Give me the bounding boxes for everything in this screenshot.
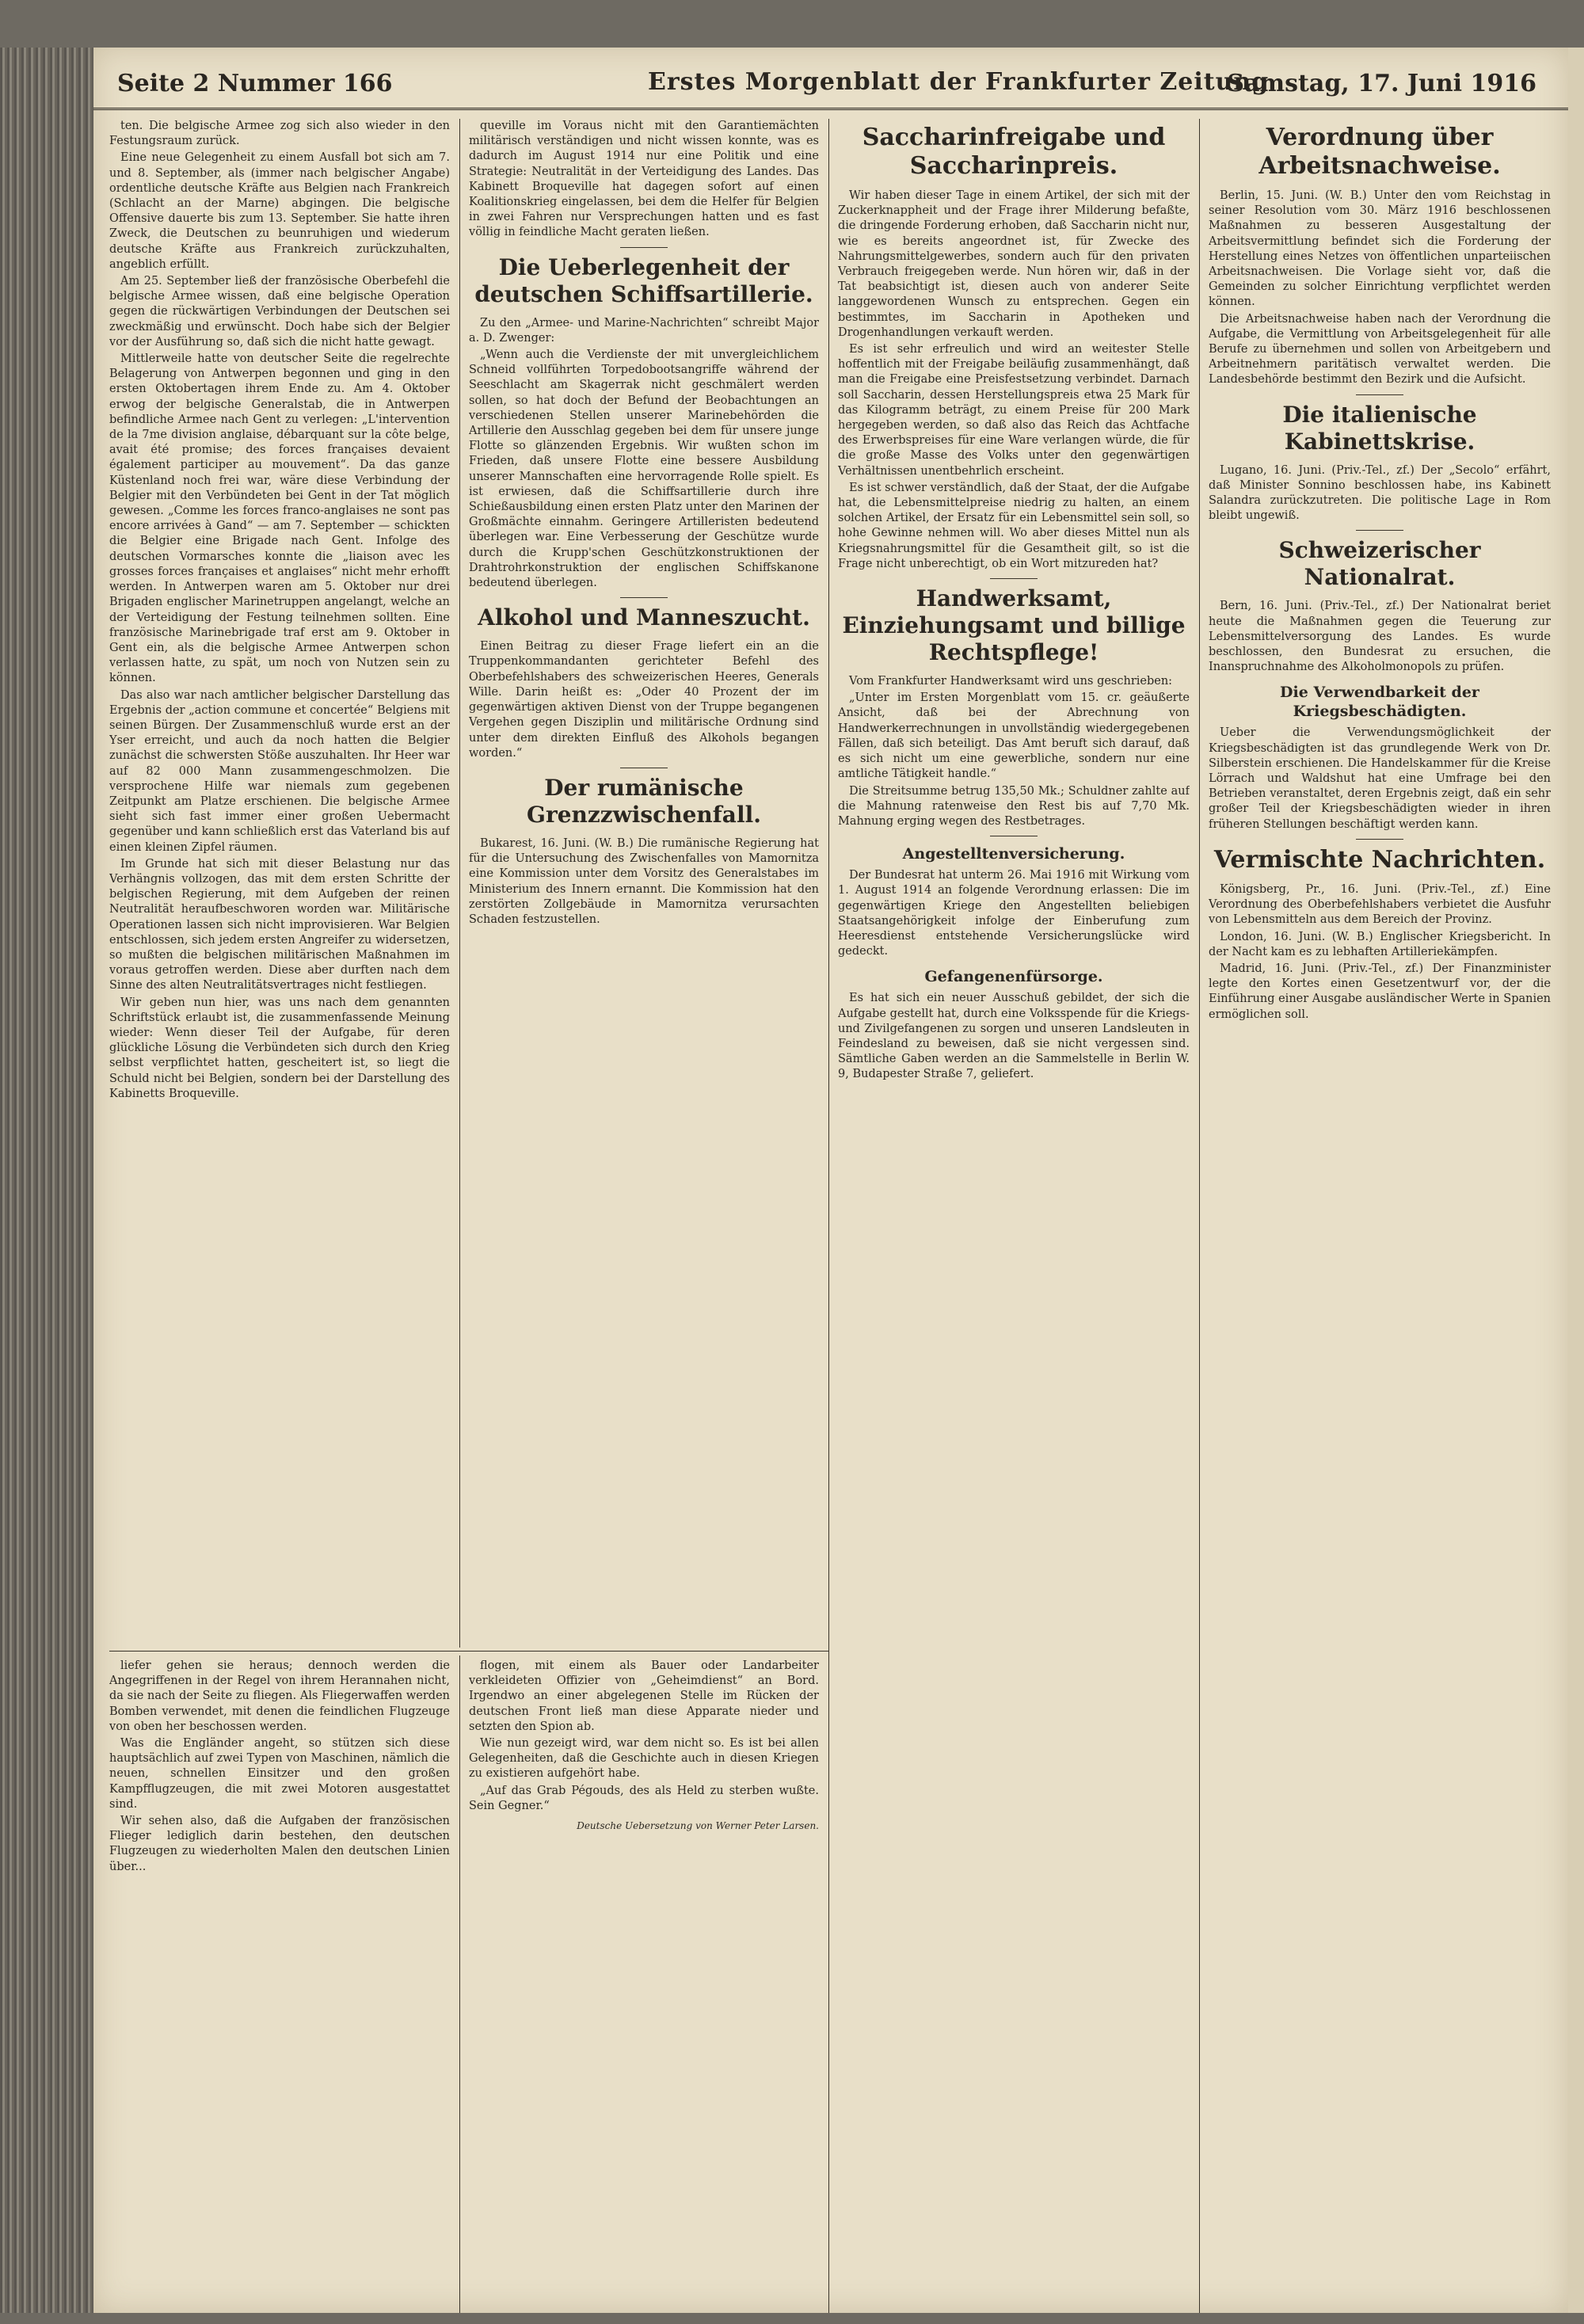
bottom-column-1 <box>109 1659 450 2308</box>
headline-vermischte: Vermischte Nachrichten. <box>1213 845 1546 874</box>
issue-date: Samstag, 17. Juni 1916 <box>1227 70 1536 97</box>
article-paragraph: Bukarest, 16. Juni. (W. B.) Die rumänische Regierung hat für die Untersuchung des Zwischenfalles von Mamornitza eine Kommission unter dem Vorsitz des Generalstabes im Ministerium des Innern ernannt. Die Kommission hat den zerstörten Zollgebäude in Mamornitza verursachten Schaden festzustellen. <box>469 836 819 926</box>
column-3 <box>838 119 1190 2313</box>
column-rule <box>459 1655 460 2313</box>
section-rule <box>109 1651 828 1652</box>
article-paragraph: Am 25. September ließ der französische Oberbefehl die belgische Armee wissen, daß eine belgische Operation gegen die rückwärtigen Verbindungen der Deutschen sei zweckmäßig und erwünscht. Doch habe sich der Belgier vor der Ausführung so, daß sich die nicht hatte gewagt. <box>109 275 450 349</box>
article-paragraph: Es ist schwer verständlich, daß der Staat, der die Aufgabe hat, die Lebensmittelpreise niedrig zu halten, an einem solchen Artikel, der Ersatz für ein Lebensmittel sein soll, so hohe Gewinne nehmen will. Wo aber dieses Mittel nun als Kriegsnahrungsmittel für die Gesamtheit gilt, so ist die Frage nicht unberechtigt, ob ein Wort mitzureden hat? <box>838 481 1190 570</box>
article-paragraph: flogen, mit einem als Bauer oder Landarbeiter verkleideten Offizier von „Geheimdienst“ an Bord. Irgendwo an einer abgelegenen Stelle im Rücken der deutschen Front ließ man diese Apparate nieder und setzten den Spion ab. <box>469 1659 819 1733</box>
subhead-gefangenen: Gefangenenfürsorge. <box>924 968 1103 986</box>
article-paragraph: Wir geben nun hier, was uns nach dem genannten Schriftstück erlaubt ist, die zusammenfassende Meinung wieder: Wenn dieser Teil der Aufgabe, für deren glückliche Lösung die Verbündeten sich durch den Krieg selbst verpflichtet hatten, gescheitert ist, so liegt die Schuld nicht bei Belgien, sondern bei der Darstellung des Kabinetts Broqueville. <box>109 996 450 1100</box>
subhead-kriegsbeschaedigte: Die Verwendbarkeit der Kriegsbeschädigten. <box>1280 684 1479 721</box>
article-paragraph: London, 16. Juni. (W. B.) Englischer Kriegsbericht. In der Nacht kam es zu lebhaften Artilleriekämpfen. <box>1209 930 1551 958</box>
article-paragraph: Ueber die Verwendungsmöglichkeit der Kriegsbeschädigten ist das grundlegende Werk von Dr. Silberstein erschienen. Die Handelskammer für die Kreise Lörrach und Waldshut hat eine Umfrage bei den Betrieben veranstaltet, deren Ergebnis zeigt, daß ein sehr großer Teil der Kriegsbeschädigten wieder in ihren früheren Stellungen beschäftigt werden kann. <box>1209 726 1551 831</box>
separator <box>990 578 1038 579</box>
column-1 <box>109 119 450 1648</box>
book-edge <box>0 48 93 2313</box>
article-paragraph: Es hat sich ein neuer Ausschuß gebildet, der sich die Aufgabe gestellt hat, durch eine Volksspende für die Kriegs- und Zivilgefangenen zu sorgen und unseren Landsleuten in Feindesland zu beweisen, daß sie nicht vergessen sind. Sämtliche Gaben werden an die Sammelstelle in Berlin W. 9, Budapester Straße 7, geliefert. <box>838 992 1190 1081</box>
headline-schiffsartillerie: Die Ueberlegenheit der deutschen Schiffsartillerie. <box>474 253 813 307</box>
article-paragraph: Die Arbeitsnachweise haben nach der Verordnung die Aufgabe, die Vermittlung von Arbeitsgelegenheit für alle Berufe zu übernehmen und sollen von Arbeitgebern und Arbeitnehmern paritätisch verwaltet werden. Die Landesbehörde bestimmt den Bezirk und die Aufsicht. <box>1209 312 1551 387</box>
article-paragraph: Berlin, 15. Juni. (W. B.) Unter den vom Reichstag in seiner Resolution vom 30. März 1916 beschlossenen Maßnahmen zu besseren Ausgestaltung der Arbeitsvermittlung befindet sich die Forderung der Herstellung eines Netzes von öffentlichen unparteiischen Arbeitsnachweisen. Die Vorlage sieht vor, daß die Gemeinden zu solcher Einrichtung verpflichtet werden können. <box>1209 189 1551 309</box>
separator <box>620 597 668 598</box>
article-paragraph: liefer gehen sie heraus; dennoch werden die Angegriffenen in der Regel von ihrem Herannahen nicht, da sie nach der Seite zu fliegen. Als Fliegerwaffen werden Bomben verwendet, mit denen die feindlichen Flugzeuge von oben her beschossen werden. <box>109 1659 450 1733</box>
page-number: Seite 2 Nummer 166 <box>117 70 393 97</box>
masthead: Erstes Morgenblatt der Frankfurter Zeitung <box>648 68 1270 96</box>
article-paragraph: Königsberg, Pr., 16. Juni. (Priv.-Tel., zf.) Eine Verordnung des Oberbefehlshabers verbietet die Ausfuhr von Lebensmitteln aus dem Bereich der Provinz. <box>1209 882 1551 927</box>
article-paragraph: „Wenn auch die Verdienste der mit unvergleichlichem Schneid vollführten Torpedobootsangriffe während der Seeschlacht am Skagerrak nicht geschmälert werden sollen, so hat doch der Befund der Beobachtungen an verschiedenen Stellen unserer Marinebehörden die Artillerie den Ausschlag gegeben bei dem für unsere junge Flotte so glänzenden Ergebnis. Wir wußten schon im Frieden, daß unsere Flotte eine bessere Ausbildung unserer Mannschaften eine hervorragende Rolle spielt. Es ist erwiesen, daß die Schiffsartillerie durch ihre Schießausbildung einen ersten Platz unter den Marinen der Großmächte einnahm. Geringere Artilleristen bedeutend überlegen war. Eine Verbesserung der Geschütze wurde durch die Krupp'schen Geschützkonstruktionen der Drahtrohrkonstruktion der englischen Schiffskanone bedeutend überlegen. <box>469 349 819 590</box>
separator <box>1356 839 1403 840</box>
next-page-edge <box>1568 48 1584 2313</box>
column-rule <box>1199 119 1200 2313</box>
article-paragraph: queville im Voraus nicht mit den Garantiemächten militärisch verständigen und nicht wissen konnte, was es dadurch im August 1914 nur eine Politik und eine Strategie: Neutralität in der Verteidigung des Landes. Das Kabinett Broqueville hat dagegen sofort auf einen Koalitionskrieg eingelassen, bei dem die Helfer für Belgien in zwei Fahren nur Versprechungen hatten und es fast völlig in feindliche Macht geraten ließen. <box>469 120 819 239</box>
article-paragraph: Zu den „Armee- und Marine-Nachrichten“ schreibt Major a. D. Zwenger: <box>469 316 819 345</box>
page-header <box>93 62 1568 110</box>
article-paragraph: Einen Beitrag zu dieser Frage liefert ein an die Truppenkommandanten gerichteter Befehl des Oberbefehlshabers des schweizerischen Heeres, Generals Wille. Darin heißt es: „Oder 40 Prozent der im gegenwärtigen aktiven Dienst von der Truppe begangenen Vergehen gegen Disziplin und militärische Ordnung sind unter dem direkten Einfluß des Alkohols begangen worden.“ <box>469 640 819 760</box>
article-paragraph: Wir haben dieser Tage in einem Artikel, der sich mit der Zuckerknappheit und der Frage ihrer Milderung befaßte, die dringende Forderung erhoben, daß Saccharin nicht nur, wie es bereits angeordnet ist, für Zwecke des Nahrungsmittelgewerbes, sondern auch für den privaten Verbrauch freigegeben werde. Nun hören wir, daß in der Tat beabsichtigt ist, diesen auch von anderer Seite langgewordenen Wunsch zu entsprechen. Gegen ein bestimmtes, im Saccharin in Apotheken und Drogenhandlungen verkauft werden. <box>838 189 1190 339</box>
bottom-column-2 <box>469 1659 819 2308</box>
headline-saccharin: Saccharinfreigabe und Saccharinpreis. <box>862 124 1166 180</box>
headline-nationalrat: Schweizerischer Nationalrat. <box>1278 537 1481 591</box>
separator <box>1356 394 1403 395</box>
subhead-angestellten: Angestelltenversicherung. <box>902 845 1125 863</box>
column-rule <box>828 119 829 2313</box>
article-paragraph: Die Streitsumme betrug 135,50 Mk.; Schuldner zahlte auf die Mahnung ratenweise den Rest bis auf 7,70 Mk. Mahnung erging wegen des Restbetrages. <box>838 784 1190 828</box>
separator <box>620 247 668 248</box>
article-paragraph: Wie nun gezeigt wird, war dem nicht so. Es ist bei allen Gelegenheiten, daß die Geschichte auch in diesen Kriegen zu existieren aufgehört habe. <box>469 1737 819 1781</box>
column-4 <box>1209 119 1551 2313</box>
headline-grenzzwischenfall: Der rumänische Grenzzwischenfall. <box>527 774 761 828</box>
article-paragraph: ten. Die belgische Armee zog sich also wieder in den Festungsraum zurück. <box>109 120 450 148</box>
article-paragraph: „Auf das Grab Pégouds, des als Held zu sterben wußte. Sein Gegner.“ <box>469 1784 819 1812</box>
newspaper-page <box>93 48 1568 2313</box>
headline-arbeitsnachweise: Verordnung über Arbeitsnachweise. <box>1258 124 1501 180</box>
separator <box>1356 530 1403 531</box>
column-rule <box>459 119 460 1648</box>
translator-credit: Deutsche Uebersetzung von Werner Peter Larsen. <box>577 1820 819 1832</box>
article-paragraph: Im Grunde hat sich mit dieser Belastung nur das Verhängnis vollzogen, das mit dem ersten Schritte der belgischen Regierung, mit dem Aufgeben der reinen Neutralität heraufbeschworen worden war. Militärische Operationen lassen sich nicht improvisieren. War Belgien entschlossen, sich jedem ersten Angreifer zu widersetzen, so mußten die belgischen militärischen Maßnahmen im voraus getroffen werden. Diese aber durften nach dem Sinne des alten Neutralitätsvertrages nicht festliegen. <box>109 857 450 992</box>
headline-kabinettskrise: Die italienische Kabinettskrise. <box>1282 401 1477 455</box>
article-paragraph: Der Bundesrat hat unterm 26. Mai 1916 mit Wirkung vom 1. August 1914 an folgende Verordnung erlassen: Die im gegenwärtigen Kriege den Angestellten beliebigen Staatsangehörigkeit infolge der Einberufung zum Heeresdienst entstehende Versicherungslücke wird gedeckt. <box>838 869 1190 958</box>
article-paragraph: Eine neue Gelegenheit zu einem Ausfall bot sich am 7. und 8. September, als (immer nach belgischer Angabe) ordentliche deutsche Kräfte aus Belgien nach Frankreich (Schlacht an der Marne) abgingen. Die belgische Offensive dauerte bis zum 13. September. Sie hatte ihren Zweck, die Deutschen zu beunruhigen und wiederum deutsche Kräfte aus Frankreich zurückzuhalten, angeblich erfüllt. <box>109 151 450 271</box>
article-paragraph: Bern, 16. Juni. (Priv.-Tel., zf.) Der Nationalrat beriet heute die Maßnahmen gegen die Teuerung zur Lebensmittelversorgung des Landes. Es wurde beschlossen, den Bundesrat zu ersuchen, die Inanspruchnahme des Alkoholmonopols zu prüfen. <box>1209 600 1551 674</box>
article-paragraph: Mittlerweile hatte von deutscher Seite die regelrechte Belagerung von Antwerpen begonnen und ging in den ersten Oktobertagen ihrem Ende zu. Am 4. Oktober erwog der belgische Generalstab, die in Antwerpen befindliche Armee nach Gent zu verlegen: „L'intervention de la 7me division anglaise, débarquant sur la côte belge, avait été promise; des forces françaises devaient également participer au mouvement“. Da das ganze Küstenland noch frei war, wäre diese Verbindung der Belgier mit den Verbündeten bei Gent in der Tat möglich gewesen. „Comme les forces franco-anglaises ne sont pas encore arrivées à Gand“ — am 7. September — schickten die Belgier eine Brigade nach Gent. Infolge des deutschen Vormarsches konnte die „liaison avec les grosses forces françaises et anglaises“ nicht mehr erhofft werden. In Antwerpen waren am 5. Oktober nur drei Brigaden englischer Marinetruppen angelangt, welche an der Verteidigung der Festung teilnehmen sollten. Eine französische Marinebrigade traf erst am 9. Oktober in Gent ein, als die belgische Armee Antwerpen schon verlassen hatte, zu spät, um noch von Nutzen sein zu können. <box>109 352 450 685</box>
column-2 <box>469 119 819 1648</box>
article-paragraph: Was die Engländer angeht, so stützen sich diese hauptsächlich auf zwei Typen von Maschinen, nämlich die neuen, schnellen Einsitzer und den großen Kampfflugzeugen, die mit zwei Motoren ausgestattet sind. <box>109 1737 450 1811</box>
headline-alkohol: Alkohol und Manneszucht. <box>478 604 810 631</box>
article-paragraph: „Unter im Ersten Morgenblatt vom 15. cr. geäußerte Ansicht, daß bei der Abrechnung von Handwerkerrechnungen in unvollständig wiedergegebenen Fällen, daß sich beteiligt. Das Amt beruft sich darauf, daß es sich nicht um eine gewerbliche, sondern nur eine amtliche Tätigkeit handle.“ <box>838 691 1190 781</box>
article-paragraph: Vom Frankfurter Handwerksamt wird uns geschrieben: <box>849 675 1173 688</box>
article-paragraph: Wir sehen also, daß die Aufgaben der französischen Flieger lediglich darin bestehen, den deutschen Flugzeugen zu wiederholten Malen den deutschen Linien über... <box>109 1815 450 1873</box>
article-paragraph: Das also war nach amtlicher belgischer Darstellung das Ergebnis der „action commune et concertée“ Belgiens mit seinen Bürgen. Der Zusammenschluß wurde erst an der Yser erreicht, und auch da noch hatten die Belgier zunächst die schwersten Stöße auszuhalten. Ihr Heer war auf 82 000 Mann zusammengeschmolzen. Die versprochene Hilfe war niemals zum gegebenen Zeitpunkt am Platze erschienen. Die belgische Armee sieht sich fast immer einer großen Uebermacht gegenüber und kann schließlich erst das Vaterland bis auf einen kleinen Zipfel räumen. <box>109 688 450 854</box>
article-paragraph: Es ist sehr erfreulich und wird an weitester Stelle hoffentlich mit der Freigabe beiläufig zusammenhängt, daß man die Freigabe eine Preisfestsetzung verbindet. Darnach soll Saccharin, dessen Herstellungspreis etwa 25 Mark für das Kilogramm beträgt, zu einem Preise für 200 Mark hergegeben werden, so daß also das Reich das Achtfache des Erwerbspreises für eine Ware verlangen würde, die für die große Masse des Volks unter den gegenwärtigen Verhältnissen unentbehrlich erscheint. <box>838 343 1190 478</box>
article-paragraph: Madrid, 16. Juni. (Priv.-Tel., zf.) Der Finanzminister legte den Kortes einen Gesetzentwurf vor, der die Einführung einer Ausgabe ausländischer Werte in Spanien ermöglichen soll. <box>1209 962 1551 1021</box>
headline-handwerksamt: Handwerksamt, Einziehungsamt und billige Rechtspflege! <box>842 585 1186 666</box>
article-paragraph: Lugano, 16. Juni. (Priv.-Tel., zf.) Der „Secolo“ erfährt, daß Minister Sonnino beschlossen habe, ins Kabinett Salandra zurückzutreten. Die politische Lage in Rom bleibt ungewiß. <box>1209 463 1551 523</box>
